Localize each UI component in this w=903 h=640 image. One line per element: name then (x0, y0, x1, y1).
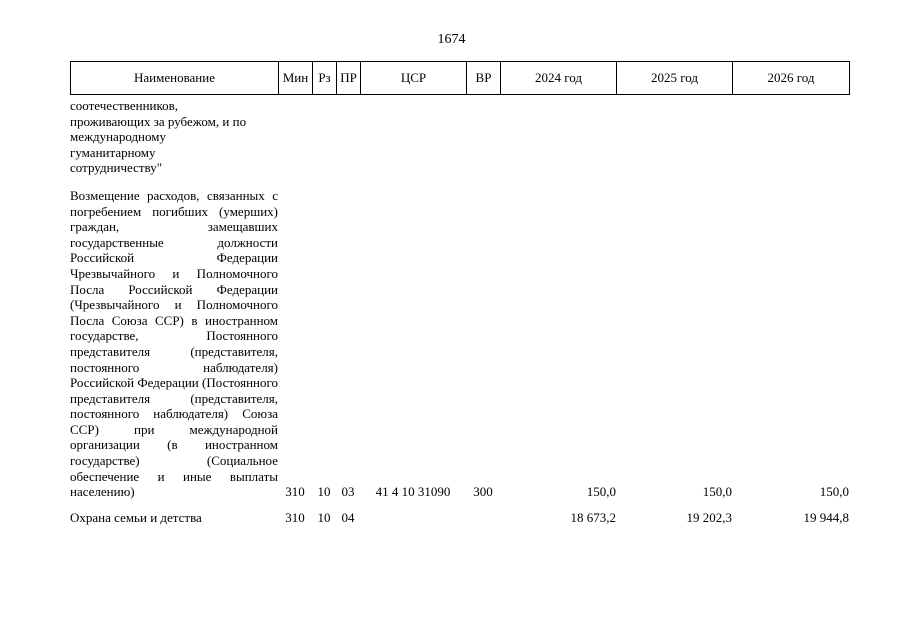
header-pr: ПР (337, 62, 361, 95)
cell-min: 310 (285, 484, 305, 500)
cell-2026: 19 944,8 (803, 509, 849, 525)
header-vr: ВР (467, 62, 501, 95)
header-name: Наименование (71, 62, 279, 95)
header-2024: 2024 год (501, 62, 617, 95)
header-2026: 2026 год (733, 62, 850, 95)
cell-2025: 150,0 (702, 484, 732, 500)
cell-pr: 04 (341, 509, 355, 525)
name-line: соотечественников, (70, 98, 179, 113)
name-line: международному (70, 129, 166, 145)
page-number: 1674 (437, 32, 466, 47)
budget-table-header (70, 61, 850, 95)
table-row (70, 510, 849, 526)
cell-2025: 19 202,3 (686, 509, 732, 525)
cell-min: 310 (285, 509, 305, 525)
cell-rz: 10 (317, 509, 331, 525)
table-body (70, 96, 849, 525)
header-2025: 2025 год (617, 62, 733, 95)
name-line: проживающих за рубежом, и по (70, 113, 247, 129)
header-row (71, 62, 850, 95)
table-row (70, 98, 849, 176)
name-line: сотрудничеству" (70, 160, 163, 176)
header-rz: Рз (313, 62, 337, 95)
cell-2024: 18 673,2 (570, 509, 616, 525)
cell-2024: 150,0 (586, 484, 616, 500)
table-row (70, 188, 849, 500)
cell-vr: 300 (473, 484, 493, 500)
cell-csr: 41 4 10 31090 (375, 484, 451, 500)
header-csr: ЦСР (361, 62, 467, 95)
cell-rz: 10 (317, 484, 331, 500)
header-min: Мин (279, 62, 313, 95)
cell-pr: 03 (341, 484, 355, 500)
row-name-continued (70, 98, 278, 176)
cell-2026: 150,0 (819, 484, 849, 500)
row-name: Возмещение расходов, связанных с погребением погибших (умерших) граждан, замещавших государственные должности Российской Федерации Чрезвычайного и Полномочного Посла Российской Федерации (Чрезвычайного и Полномочного Посла Союза ССР) в иностранном государстве, Постоянного представителя (представителя, постоянного наблюдателя) Российской Федерации (Постоянного представителя (представителя, постоянного наблюдателя) Союза ССР) при международной организации (в иностранном государстве) (Социальное обеспечение и иные выплаты населению) (70, 187, 278, 500)
name-line: гуманитарному (70, 144, 156, 160)
row-name: Охрана семьи и детства (70, 509, 202, 525)
